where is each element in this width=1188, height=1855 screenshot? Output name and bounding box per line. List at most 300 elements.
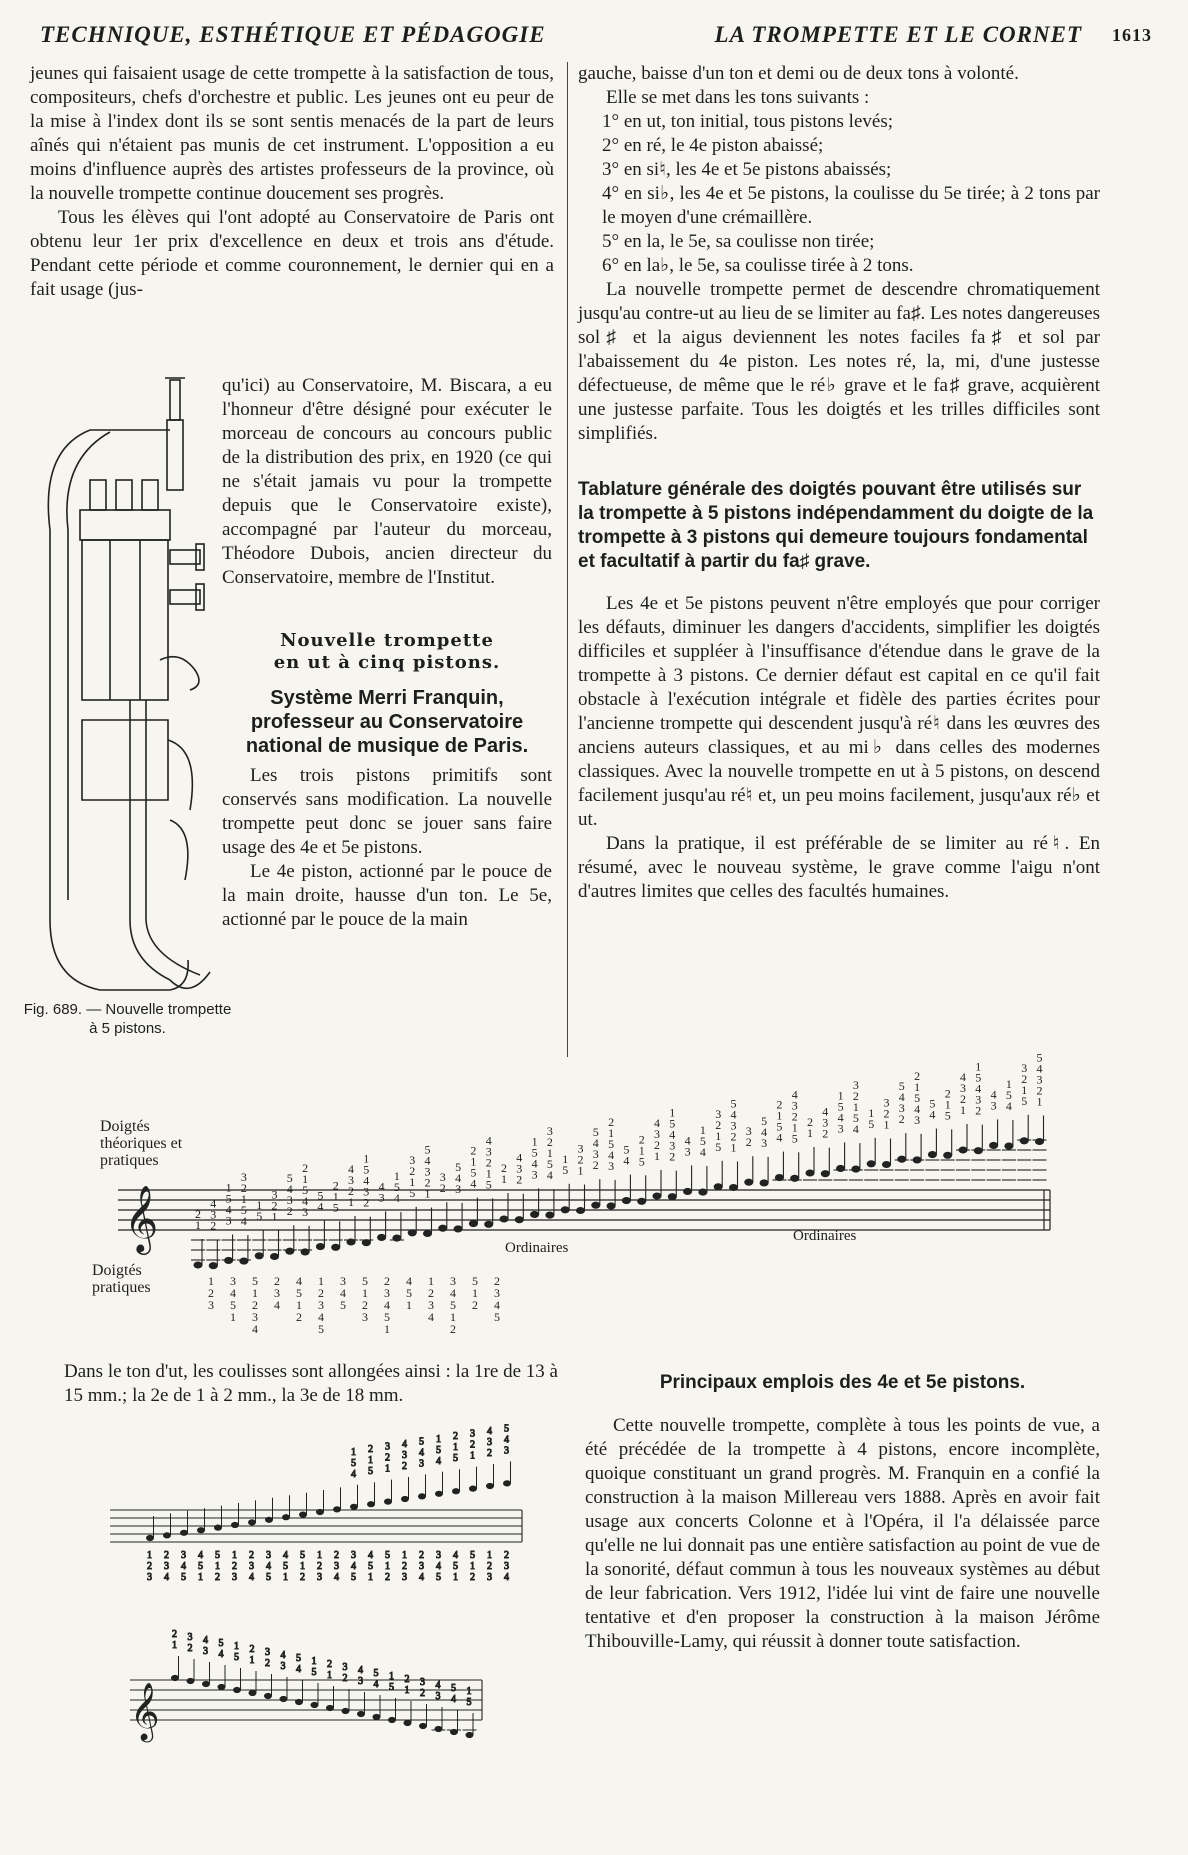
fingering-digit: 5 (181, 1572, 186, 1583)
note-head (249, 1690, 256, 1695)
fingering-digit: 1 (453, 1572, 458, 1583)
fingering-digit: 3 (592, 1147, 599, 1162)
fingering-digit: 2 (960, 1092, 966, 1106)
note-head (668, 1194, 676, 1200)
fingering-digit: 4 (225, 1202, 232, 1217)
fingering-digit: 5 (929, 1096, 936, 1111)
fingering-digit: 5 (225, 1191, 232, 1206)
note-head (215, 1525, 222, 1530)
note-head (286, 1248, 294, 1254)
fingering-digit: 2 (516, 1172, 523, 1187)
fingering-digit: 1 (466, 1686, 472, 1697)
fingering-digit: 1 (225, 1180, 232, 1195)
fingering-digit: 4 (358, 1665, 363, 1676)
svg-text:𝄞: 𝄞 (130, 1682, 160, 1740)
fingering-digit: 2 (883, 1106, 890, 1121)
bottom-right-block (585, 1372, 1100, 1654)
fingering-digit: 1 (249, 1655, 255, 1666)
note-head (546, 1212, 554, 1218)
fingering-digit: 2 (327, 1659, 332, 1670)
fingering-digit: 1 (654, 1149, 660, 1163)
fingering-digit: 2 (914, 1068, 921, 1083)
fingering-digit: 4 (384, 1298, 390, 1312)
fingering-digit: 2 (208, 1286, 214, 1300)
right-paragraph-2: Elle se met dans les tons suivants : (606, 87, 870, 108)
fingering-digit: 5 (944, 1108, 951, 1123)
fingering-digit: 1 (436, 1433, 441, 1445)
note-head (332, 1244, 340, 1250)
fingering-digit: 3 (791, 1098, 798, 1113)
fingering-digit: 4 (368, 1550, 373, 1561)
fingering-digit: 3 (384, 1286, 390, 1300)
fingering-digit: 4 (435, 1680, 441, 1691)
fingering-digit: 4 (654, 1116, 660, 1130)
label-doigtes-pratiques: Doigtés pratiques (92, 1262, 151, 1296)
fingering-digit: 2 (470, 1572, 475, 1583)
fingering-digit: 1 (669, 1105, 676, 1120)
fingering-digit: 4 (436, 1455, 441, 1467)
fingering-digit: 4 (730, 1107, 737, 1122)
fingering-digit: 2 (1021, 1071, 1028, 1086)
fingering-digit: 3 (669, 1138, 676, 1153)
fingering-digit: 5 (256, 1208, 263, 1223)
fingering-digit: 1 (208, 1274, 214, 1288)
fingering-digit: 4 (318, 1310, 324, 1324)
fingering-digit: 2 (409, 1163, 416, 1178)
fingering-digit: 5 (198, 1561, 203, 1572)
fingering-digit: 2 (822, 1126, 829, 1141)
fingering-digit: 5 (363, 1162, 370, 1177)
fingering-digit: 2 (249, 1644, 255, 1655)
fingering-digit: 4 (296, 1274, 302, 1288)
fingering-digit: 1 (453, 1442, 458, 1454)
fingering-digit: 2 (669, 1149, 676, 1164)
fingering-digit: 4 (608, 1147, 615, 1162)
fingering-digit: 4 (822, 1104, 829, 1119)
note-head (296, 1699, 303, 1704)
fingering-digit: 1 (385, 1561, 390, 1572)
fingering-digit: 3 (990, 1098, 997, 1113)
fingering-digit: 4 (351, 1468, 356, 1480)
fingering-digit: 5 (302, 1182, 309, 1197)
fingering-digit: 5 (562, 1162, 569, 1177)
gothic-heading: Nouvelle trompette en ut à cinq pistons. (273, 630, 501, 673)
fingering-digit: 4 (1036, 1061, 1043, 1076)
fingering-digit: 3 (684, 1144, 691, 1159)
fingering-digit: 4 (406, 1274, 412, 1288)
fingering-digit: 2 (776, 1097, 783, 1112)
note-head (373, 1714, 380, 1719)
fingering-digit: 5 (296, 1286, 302, 1300)
fingering-digit: 5 (351, 1572, 356, 1583)
fingering-digit: 4 (684, 1133, 691, 1148)
note-head (234, 1687, 241, 1692)
fingering-digit: 3 (348, 1173, 354, 1187)
fingering-digit: 3 (428, 1298, 434, 1312)
note-head (714, 1184, 722, 1190)
fingering-digit: 1 (730, 1140, 737, 1155)
history-paragraph: Cette nouvelle trompette, complète à tous les points de vue, a été précédée de la trompette à 4 pistons, encore incomplète, quoique constituant un grand progrès. M. Franquin en a confié la construction à la maison Millereau vers 1888. Après en avoir fait usage aux concerts Colonne et à l'Opéra, il l'a délaissée parce qu'elle ne lui donnait pas une entière satisfaction au point de vue de la sonorité, défaut commun à tous les nouveaux systèmes au début de leur fabrication. Vers 1912, l'idée lui vint de faire une nouvelle tentative et d'en proposer la construction à la maison Jérôme Thibouville-Lamy, qui réussit à donner toute satisfaction. (585, 1415, 1100, 1652)
fingering-digit: 4 (419, 1572, 424, 1583)
fingering-digit: 5 (215, 1550, 220, 1561)
fingering-digit: 5 (296, 1653, 301, 1664)
fingering-digit: 2 (195, 1207, 201, 1221)
note-head (487, 1483, 494, 1488)
label-doigtes-theoriques: Doigtés théoriques et pratiques (100, 1118, 183, 1169)
fingering-digit: 1 (311, 1656, 317, 1667)
fingering-digit: 3 (342, 1662, 348, 1673)
fingering-digit: 1 (883, 1117, 890, 1132)
fingering-digit: 3 (280, 1661, 286, 1672)
fingering-digit: 4 (402, 1439, 407, 1450)
fingering-digit: 4 (266, 1561, 271, 1572)
fingering-digit: 1 (332, 1189, 339, 1204)
right-paragraph-3: La nouvelle trompette permet de descendre chromatiquement jusqu'au contre-ut au lieu de se limiter au fa♯. Les notes dangereuses sol♯ et la aigus deviennent les notes faciles fa♯ et sol par l'abaissement du 4e piston. Les notes ré, la, mi, d'une justesse défectueuse, de même que le ré♭ grave et le fa♯ grave, acquièrent une justesse parfaite. Tous les doigtés et les trilles difficiles sont simplifiés. (578, 279, 1100, 444)
fingering-digit: 2 (318, 1286, 324, 1300)
fingering-digit: 2 (470, 1143, 477, 1158)
fingering-digit: 2 (1036, 1083, 1043, 1098)
fingering-digit: 1 (198, 1572, 203, 1583)
fingering-digit: 2 (404, 1674, 410, 1685)
fingering-digit: 3 (485, 1144, 492, 1159)
fingering-digit: 1 (577, 1163, 584, 1178)
fingering-digit: 3 (385, 1441, 390, 1453)
fingering-digit: 3 (883, 1095, 890, 1110)
fingering-digit: 1 (252, 1286, 258, 1300)
note-head (280, 1696, 287, 1701)
fingering-digit: 3 (210, 1207, 217, 1222)
fingering-digit: 3 (318, 1298, 324, 1312)
note-head (867, 1161, 875, 1167)
fingering-digit: 4 (929, 1107, 936, 1122)
fingering-digit: 3 (960, 1081, 966, 1095)
fingering-digit: 1 (234, 1641, 239, 1652)
note-head (240, 1258, 248, 1264)
fingering-digit: 4 (451, 1694, 456, 1705)
fingering-digit: 2 (472, 1298, 478, 1312)
fingering-digit: 5 (389, 1682, 394, 1693)
fingering-digit: 4 (252, 1322, 258, 1336)
fingering-digit: 4 (286, 1182, 293, 1197)
fingering-digit: 5 (1036, 1050, 1043, 1065)
fingering-digit: 1 (327, 1670, 332, 1681)
fingering-digit: 2 (342, 1673, 348, 1684)
fingering-digit: 5 (409, 1185, 416, 1200)
fingering-digit: 5 (898, 1079, 905, 1094)
fingering-digit: 2 (368, 1444, 373, 1456)
fingering-digit: 4 (240, 1214, 247, 1229)
fingering-digit: 5 (406, 1286, 412, 1300)
note-head (389, 1717, 396, 1722)
note-head (408, 1230, 416, 1236)
fingering-digit: 1 (531, 1134, 538, 1149)
left-paragraph-1: jeunes qui faisaient usage de cette trompette à la satisfaction de tous, compositeurs, chefs d'orchestre et public. Les jeunes ont eu peur de la mise à l'index dont ils se sont sentis menacés de la part de leurs aînés qui n'étaient pas munis de cet instrument. L'opposition a eu moins d'influence auprès des artistes professeurs de la province, où la nouvelle trompette continue doucement ses progrès. (30, 63, 554, 204)
fingering-digit: 5 (472, 1274, 478, 1288)
note-head (203, 1681, 210, 1686)
fingering-digit: 2 (402, 1461, 407, 1472)
note-head (469, 1221, 477, 1227)
fingering-digit: 4 (283, 1550, 288, 1561)
fingering-digit: 4 (348, 1162, 354, 1176)
note-head (852, 1166, 860, 1172)
fingering-digit: 5 (470, 1165, 477, 1180)
fingering-digit: 5 (283, 1561, 288, 1572)
fingering-digit: 2 (504, 1550, 509, 1561)
fingering-digit: 1 (147, 1550, 152, 1561)
note-head (699, 1189, 707, 1195)
page-number: 1613 (1112, 25, 1152, 45)
fingering-digit: 1 (485, 1166, 492, 1181)
fingering-digit: 4 (164, 1572, 169, 1583)
fingering-digit: 4 (504, 1434, 509, 1446)
note-head (404, 1720, 411, 1725)
fingering-digit: 4 (296, 1664, 301, 1675)
fingering-digit: 3 (487, 1572, 492, 1583)
note-head (385, 1499, 392, 1504)
fingering-digit: 1 (1005, 1077, 1012, 1092)
note-head (561, 1207, 569, 1213)
page-header (40, 22, 1152, 52)
fingering-digit: 1 (215, 1561, 220, 1572)
fingering-digit: 2 (487, 1448, 492, 1459)
fingering-digit: 2 (300, 1572, 305, 1583)
fingering-digit: 5 (453, 1453, 458, 1465)
note-head (577, 1208, 585, 1214)
trumpet-figure (20, 360, 230, 1020)
key-list-item: 2° en ré, le 4e piston abaissé; (602, 135, 824, 156)
note-head (271, 1254, 279, 1260)
fingering-digit: 4 (592, 1136, 599, 1151)
fingering-digit: 4 (210, 1196, 217, 1211)
fingering-digit: 3 (252, 1310, 258, 1324)
note-head (342, 1708, 349, 1713)
fingering-digit: 1 (256, 1197, 263, 1212)
note-head (232, 1522, 239, 1527)
fingering-digit: 3 (470, 1428, 475, 1440)
ordinaires-label-2: Ordinaires (793, 1228, 857, 1244)
fingering-digit: 2 (546, 1135, 553, 1150)
note-head (944, 1152, 952, 1158)
fingering-digit: 2 (898, 1112, 905, 1127)
fingering-digit: 4 (791, 1087, 798, 1102)
note-head (249, 1520, 256, 1525)
note-head (424, 1231, 432, 1237)
fingering-digit: 3 (436, 1550, 441, 1561)
fingering-digit: 4 (274, 1298, 280, 1312)
fingering-digit: 4 (249, 1572, 254, 1583)
fingering-digit: 4 (424, 1153, 431, 1168)
fingering-digit: 1 (546, 1146, 553, 1161)
fingering-digit: 1 (470, 1561, 475, 1572)
fingering-digit: 1 (296, 1298, 302, 1312)
fingering-digit: 3 (317, 1572, 322, 1583)
fingering-digit: 4 (914, 1101, 921, 1116)
fingering-digit: 2 (249, 1550, 254, 1561)
note-head (311, 1702, 318, 1707)
fingering-digit: 2 (592, 1158, 599, 1173)
fingering-digit: 4 (363, 1173, 370, 1188)
fingering-digit: 5 (362, 1274, 368, 1288)
fingering-digit: 5 (761, 1113, 768, 1128)
fingering-digit: 3 (608, 1158, 615, 1173)
fingering-digit: 3 (208, 1298, 214, 1312)
fingering-digit: 2 (439, 1181, 446, 1196)
fingering-digit: 1 (302, 1171, 309, 1186)
fingering-digit: 3 (546, 1124, 553, 1139)
fingering-digit: 2 (730, 1129, 737, 1144)
fingering-digit: 3 (837, 1121, 844, 1136)
fingering-digit: 2 (332, 1178, 339, 1193)
bottom-left-block (64, 1360, 558, 1408)
fingering-digit: 1 (409, 1174, 416, 1189)
fingering-digit: 3 (230, 1274, 236, 1288)
fingering-digit: 2 (334, 1550, 339, 1561)
fingering-digit: 4 (280, 1650, 286, 1661)
fingering-digit: 2 (654, 1138, 660, 1152)
coulisses-staff-1 (110, 1423, 530, 1600)
fingering-digit: 5 (368, 1561, 373, 1572)
fingering-digit: 1 (389, 1671, 394, 1682)
fingering-digit: 4 (990, 1087, 997, 1102)
fingering-digit: 5 (837, 1099, 844, 1114)
note-head (745, 1179, 753, 1185)
fingering-digit: 2 (385, 1572, 390, 1583)
fingering-digit: 4 (419, 1447, 424, 1459)
note-head (453, 1489, 460, 1494)
fingering-digit: 4 (428, 1310, 434, 1324)
fingering-digit: 4 (623, 1153, 630, 1168)
fingering-digit: 2 (240, 1181, 247, 1196)
fingering-digit: 1 (232, 1550, 237, 1561)
fingering-digit: 5 (470, 1550, 475, 1561)
fingering-digit: 2 (215, 1572, 220, 1583)
key-list-item: 1° en ut, ton initial, tous pistons levés; (602, 111, 894, 132)
fingering-digit: 1 (975, 1059, 982, 1074)
fingering-digit: 3 (249, 1561, 254, 1572)
fingering-digit: 1 (351, 1446, 356, 1458)
note-head (181, 1530, 188, 1535)
fingering-digit: 3 (225, 1213, 232, 1228)
fingering-digit: 3 (164, 1561, 169, 1572)
fingering-digit: 3 (822, 1115, 829, 1130)
note-head (435, 1726, 442, 1731)
fingering-digit: 5 (311, 1667, 317, 1678)
note-head (821, 1171, 829, 1177)
fingering-digit: 5 (340, 1298, 346, 1312)
fingering-digit: 1 (914, 1079, 921, 1094)
note-head (255, 1253, 263, 1259)
fingering-digit: 1 (638, 1143, 645, 1158)
note-head (470, 1486, 477, 1491)
fingering-digit: 2 (274, 1274, 280, 1288)
fingering-digit: 4 (494, 1298, 500, 1312)
fingering-digit: 2 (286, 1204, 293, 1219)
fingering-digit: 3 (516, 1161, 523, 1176)
coulisses-staff-2 (130, 1630, 530, 1770)
note-head (198, 1528, 205, 1533)
fingering-digit: 1 (960, 1103, 966, 1117)
fingering-digit: 5 (332, 1200, 339, 1215)
fingering-digit: 2 (501, 1161, 507, 1175)
fingering-digit: 2 (362, 1298, 368, 1312)
fingering-digit: 5 (450, 1298, 456, 1312)
fingering-digit: 4 (334, 1572, 339, 1583)
fingering-digit: 3 (914, 1112, 921, 1127)
note-head (592, 1202, 600, 1208)
key-list-item: 5° en la, le 5e, sa coulisse non tirée; (602, 231, 875, 252)
fingering-digit: 3 (450, 1274, 456, 1288)
fingering-digit: 3 (761, 1135, 768, 1150)
fingering-digit: 1 (807, 1126, 813, 1140)
fingering-digit: 5 (419, 1436, 424, 1448)
note-head (187, 1678, 194, 1683)
fingering-digit: 3 (420, 1677, 425, 1688)
fingering-digit: 2 (187, 1643, 193, 1654)
fingering-digit: 2 (317, 1561, 322, 1572)
header-left-title: TECHNIQUE, ESTHÉTIQUE ET PÉDAGOGIE (40, 22, 546, 47)
fingering-digit: 1 (172, 1640, 177, 1651)
fingering-digit: 1 (715, 1128, 722, 1143)
fingering-digit: 1 (240, 1192, 247, 1207)
fingering-digit: 4 (181, 1561, 186, 1572)
fingering-digit: 5 (230, 1298, 236, 1312)
fingering-digit: 3 (266, 1550, 271, 1561)
fingering-digit: 3 (362, 1310, 368, 1324)
fingering-digit: 2 (271, 1198, 278, 1213)
figure-caption: Fig. 689. — Nouvelle trompette à 5 pistons. (23, 1001, 232, 1037)
fingering-digit: 1 (470, 1450, 475, 1462)
fingering-digit: 5 (385, 1550, 390, 1561)
fingering-digit: 1 (283, 1572, 288, 1583)
note-head (760, 1180, 768, 1186)
fingering-digit: 1 (195, 1218, 201, 1232)
fingering-digit: 4 (1005, 1099, 1012, 1114)
fingering-digit: 1 (450, 1310, 456, 1324)
fingering-digit: 3 (531, 1167, 538, 1182)
fingering-digit: 2 (420, 1688, 425, 1699)
fingering-digit: 1 (868, 1105, 875, 1120)
fingering-digit: 1 (348, 1195, 354, 1209)
fingering-digit: 3 (424, 1164, 431, 1179)
left-paragraph-3: Les trois pistons primitifs sont conservés sans modification. La nouvelle trompette peut donc se jouer sans faire usage des 4e et 5e pistons. (222, 765, 552, 858)
note-head (378, 1234, 386, 1240)
fingering-digit: 5 (699, 1134, 706, 1149)
fingering-digit: 4 (203, 1635, 208, 1646)
fingering-digit: 4 (546, 1168, 553, 1183)
fingering-digit: 5 (1021, 1093, 1028, 1108)
note-head (436, 1491, 443, 1496)
note-head (515, 1217, 523, 1223)
note-head (1036, 1139, 1044, 1145)
fingering-digit: 5 (318, 1322, 324, 1336)
note-head (420, 1723, 427, 1728)
note-head (266, 1517, 273, 1522)
fingering-digit: 4 (455, 1170, 462, 1185)
fingering-digit: 1 (776, 1108, 783, 1123)
fingering-digit: 2 (402, 1561, 407, 1572)
right-paragraph-5: Dans la pratique, il est préférable de se limiter au ré♮. En résumé, avec le nouveau système, le grave comme l'aigu n'ont d'autres limites que celles des facultés humaines. (578, 833, 1100, 902)
fingering-digit: 5 (715, 1139, 722, 1154)
fingering-digit: 2 (494, 1274, 500, 1288)
note-head (368, 1502, 375, 1507)
fingering-digit: 2 (302, 1160, 309, 1175)
fingering-digit: 5 (455, 1159, 462, 1174)
note-head (402, 1496, 409, 1501)
fingering-digit: 5 (317, 1188, 324, 1203)
fingering-digit: 1 (608, 1125, 615, 1140)
fingering-digit: 3 (302, 1204, 309, 1219)
fingering-digit: 3 (203, 1646, 208, 1657)
